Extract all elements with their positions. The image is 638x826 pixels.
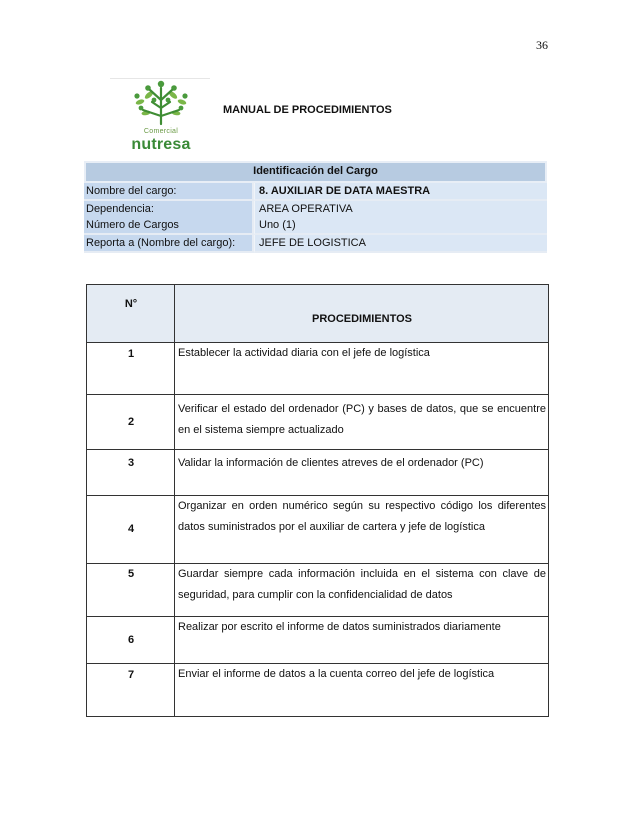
id-label: Dependencia: [84,201,254,217]
table-row [87,564,549,617]
table-row [87,617,549,664]
row-number: 2 [87,395,175,450]
id-row-dependency [84,201,547,217]
id-row-count [84,217,547,235]
col-procedures-header: PROCEDIMIENTOS [175,285,549,343]
table-row [87,395,549,450]
id-value: JEFE DE LOGISTICA [254,235,547,253]
id-value: 8. AUXILIAR DE DATA MAESTRA [254,183,547,201]
row-text: Realizar por escrito el informe de datos suministrados diariamente [175,617,549,664]
identification-header: Identificación del Cargo [84,161,547,183]
identification-table [84,161,547,253]
procedures-header-row [87,285,549,343]
page-number: 36 [536,38,548,52]
row-number: 6 [87,617,175,664]
row-number: 4 [87,496,175,564]
row-text: Guardar siempre cada información incluida en el sistema con clave de seguridad, para cumplir con la confidencialidad de datos [175,564,549,617]
logo-sub-text: Comercial [143,128,179,135]
row-text: Verificar el estado del ordenador (PC) y bases de datos, que se encuentre en el sistema siempre actualizado [175,395,549,450]
table-row [87,343,549,395]
procedures-table [86,284,549,717]
id-value: Uno (1) [254,217,547,235]
row-number: 7 [87,664,175,717]
id-label: Número de Cargos [84,217,254,235]
row-text: Establecer la actividad diaria con el jefe de logística [175,343,549,395]
table-row [87,450,549,496]
document-title: MANUAL DE PROCEDIMIENTOS [223,104,392,116]
row-text: Organizar en orden numérico según su respectivo código los diferentes datos suministrados por el auxiliar de cartera y jefe de logística [175,496,549,564]
id-row-reports-to [84,235,547,253]
logo-main-text: nutresa [131,136,191,153]
id-label: Nombre del cargo: [84,183,254,201]
id-value: AREA OPERATIVA [254,201,547,217]
row-text: Enviar el informe de datos a la cuenta correo del jefe de logística [175,664,549,717]
logo-brand [110,128,212,153]
row-number: 3 [87,450,175,496]
table-row [87,664,549,717]
id-label: Reporta a (Nombre del cargo): [84,235,254,253]
row-text: Validar la información de clientes atreves de el ordenador (PC) [175,450,549,496]
row-number: 5 [87,564,175,617]
col-number-header: N° [87,285,175,343]
id-row-name [84,183,547,201]
row-number: 1 [87,343,175,395]
table-row [87,496,549,564]
